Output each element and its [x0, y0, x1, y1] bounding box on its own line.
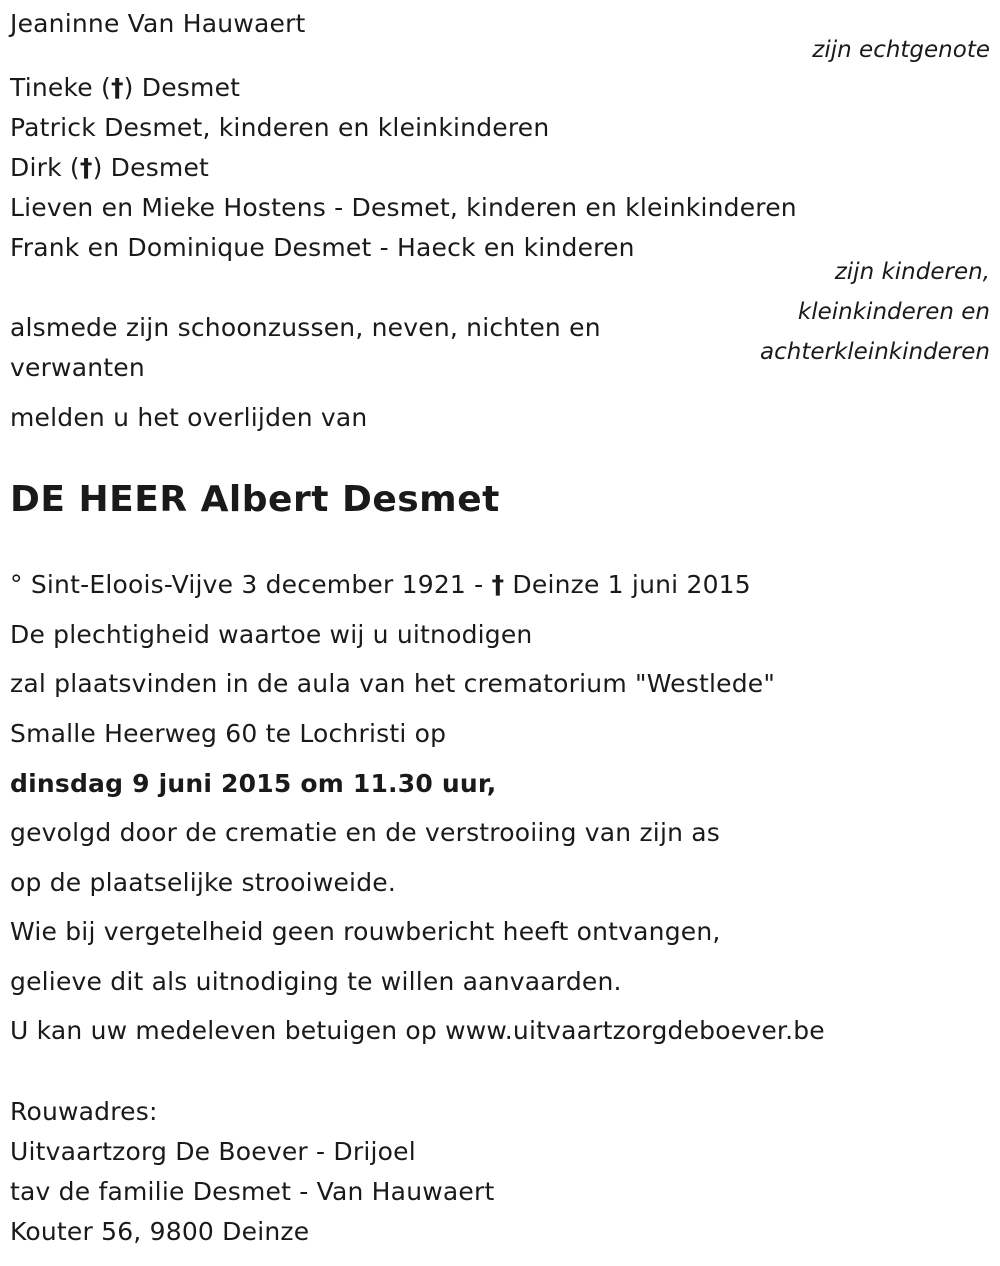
- children-role-line-3: achterkleinkinderen: [760, 339, 990, 365]
- ceremony-date: dinsdag 9 juni 2015 om 11.30 uur,: [10, 769, 497, 798]
- deceased-title: DE HEER Albert Desmet: [10, 479, 500, 520]
- address-line-1: Uitvaartzorg De Boever - Drijoel: [10, 1137, 416, 1166]
- announcement: melden u het overlijden van: [10, 403, 368, 432]
- children-role-line-2: kleinkinderen en: [797, 299, 990, 325]
- note-line-3: U kan uw medeleven betuigen op www.uitvaartzorgdeboever.be: [10, 1016, 825, 1045]
- cross-icon: †: [79, 153, 93, 182]
- birth-death-line: ° Sint-Eloois-Vijve 3 december 1921 - † Deinze 1 juni 2015: [10, 570, 751, 599]
- children-role-line-1: zijn kinderen,: [834, 259, 990, 285]
- child-line-3: Dirk (†) Desmet: [10, 153, 210, 182]
- spouse-name: Jeaninne Van Hauwaert: [10, 9, 306, 38]
- address-label: Rouwadres:: [10, 1097, 158, 1126]
- children-role: [760, 252, 990, 372]
- ceremony-line-1: De plechtigheid waartoe wij u uitnodigen: [10, 620, 533, 649]
- ceremony-line-3: Smalle Heerweg 60 te Lochristi op: [10, 719, 447, 748]
- relatives-line-2: verwanten: [10, 353, 145, 382]
- cross-icon: †: [110, 73, 124, 102]
- address-line-3: Kouter 56, 9800 Deinze: [10, 1217, 310, 1246]
- relatives-line-1: alsmede zijn schoonzussen, neven, nichten en: [10, 313, 601, 342]
- child-line-4: Lieven en Mieke Hostens - Desmet, kinderen en kleinkinderen: [10, 193, 797, 222]
- ceremony-line-4: gevolgd door de crematie en de verstrooiing van zijn as: [10, 818, 721, 847]
- child-line-5: Frank en Dominique Desmet - Haeck en kinderen: [10, 233, 635, 262]
- ceremony-line-2: zal plaatsvinden in de aula van het crematorium "Westlede": [10, 669, 776, 698]
- note-line-1: Wie bij vergetelheid geen rouwbericht heeft ontvangen,: [10, 917, 721, 946]
- child-line-2: Patrick Desmet, kinderen en kleinkinderen: [10, 113, 550, 142]
- spouse-role: zijn echtgenote: [812, 37, 990, 63]
- ceremony-line-5: op de plaatselijke strooiweide.: [10, 868, 396, 897]
- note-line-2: gelieve dit als uitnodiging te willen aanvaarden.: [10, 967, 622, 996]
- cross-icon: †: [491, 570, 505, 599]
- address-line-2: tav de familie Desmet - Van Hauwaert: [10, 1177, 495, 1206]
- child-line-1: Tineke (†) Desmet: [10, 73, 241, 102]
